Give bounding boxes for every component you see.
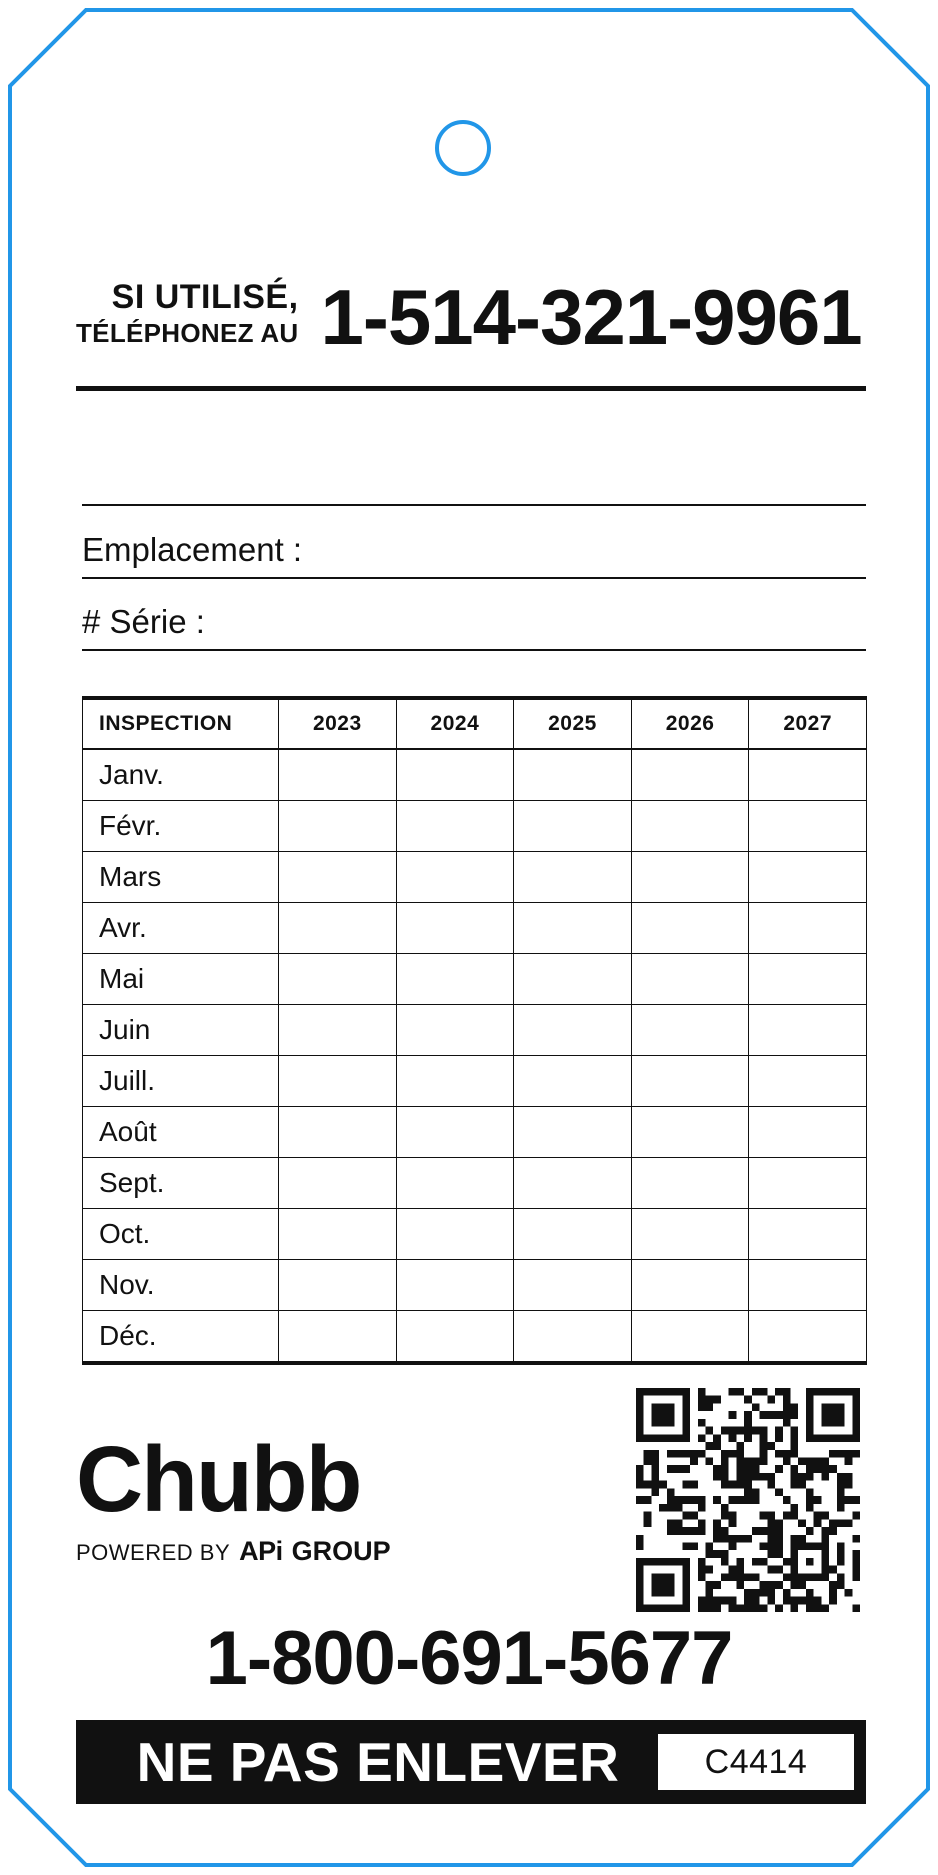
inspection-cell[interactable] <box>749 954 867 1005</box>
inspection-cell[interactable] <box>514 1260 632 1311</box>
brand-parent-line <box>76 1536 436 1567</box>
inspection-cell[interactable] <box>514 852 632 903</box>
table-row <box>83 903 867 954</box>
inspection-cell[interactable] <box>279 1056 397 1107</box>
inspection-cell[interactable] <box>514 1311 632 1364</box>
table-row <box>83 1107 867 1158</box>
inspection-cell[interactable] <box>749 852 867 903</box>
tag-code-badge: C4414 <box>658 1734 854 1790</box>
inspection-cell[interactable] <box>396 1209 514 1260</box>
inspection-cell[interactable] <box>514 749 632 801</box>
inspection-cell[interactable] <box>631 1005 749 1056</box>
inspection-cell[interactable] <box>279 1005 397 1056</box>
inspection-cell[interactable] <box>396 903 514 954</box>
inspection-cell[interactable] <box>514 1056 632 1107</box>
inspection-cell[interactable] <box>631 749 749 801</box>
inspection-cell[interactable] <box>749 1107 867 1158</box>
inspection-cell[interactable] <box>749 1209 867 1260</box>
month-label: Févr. <box>83 801 279 852</box>
inspection-cell[interactable] <box>396 1260 514 1311</box>
inspection-cell[interactable] <box>279 1260 397 1311</box>
month-label: Août <box>83 1107 279 1158</box>
inspection-cell[interactable] <box>514 1005 632 1056</box>
table-row <box>83 749 867 801</box>
inspection-cell[interactable] <box>749 749 867 801</box>
header-line-2: TÉLÉPHONEZ AU <box>76 318 299 349</box>
field-divider-bottom <box>82 649 866 651</box>
inspection-cell[interactable] <box>279 852 397 903</box>
column-header-inspection: INSPECTION <box>83 698 279 749</box>
table-row <box>83 954 867 1005</box>
qr-code-icon[interactable] <box>636 1388 860 1612</box>
column-header-2023: 2023 <box>279 698 397 749</box>
inspection-cell[interactable] <box>631 954 749 1005</box>
inspection-cell[interactable] <box>396 1158 514 1209</box>
table-row <box>83 1260 867 1311</box>
inspection-cell[interactable] <box>514 801 632 852</box>
inspection-cell[interactable] <box>749 1260 867 1311</box>
header-phone-number: 1-514-321-9961 <box>320 273 862 361</box>
inspection-cell[interactable] <box>631 1056 749 1107</box>
brand-block <box>76 1427 436 1567</box>
inspection-cell[interactable] <box>396 1005 514 1056</box>
inspection-cell[interactable] <box>749 801 867 852</box>
table-row <box>83 1311 867 1364</box>
inspection-cell[interactable] <box>631 1311 749 1364</box>
inspection-tag <box>8 8 930 1867</box>
brand-parent-prefix: APi <box>239 1536 283 1566</box>
brand-powered-by-label: POWERED BY <box>76 1540 231 1565</box>
inspection-cell[interactable] <box>749 1005 867 1056</box>
inspection-cell[interactable] <box>631 1260 749 1311</box>
header-divider <box>76 386 866 391</box>
inspection-cell[interactable] <box>279 1311 397 1364</box>
inspection-cell[interactable] <box>631 801 749 852</box>
inspection-cell[interactable] <box>279 903 397 954</box>
inspection-cell[interactable] <box>396 954 514 1005</box>
punch-hole-icon <box>435 120 491 176</box>
inspection-cell[interactable] <box>631 903 749 954</box>
month-label: Mars <box>83 852 279 903</box>
month-label: Juin <box>83 1005 279 1056</box>
inspection-cell[interactable] <box>396 852 514 903</box>
column-header-2026: 2026 <box>631 698 749 749</box>
table-row <box>83 1056 867 1107</box>
inspection-cell[interactable] <box>396 1107 514 1158</box>
inspection-cell[interactable] <box>279 1158 397 1209</box>
inspection-cell[interactable] <box>749 1311 867 1364</box>
month-label: Juill. <box>83 1056 279 1107</box>
inspection-cell[interactable] <box>396 1311 514 1364</box>
header-line-1: SI UTILISÉ, <box>111 278 299 317</box>
table-row <box>83 1209 867 1260</box>
footer-phone-number: 1-800-691-5677 <box>205 1616 733 1701</box>
inspection-cell[interactable] <box>279 1107 397 1158</box>
column-header-2024: 2024 <box>396 698 514 749</box>
column-header-2027: 2027 <box>749 698 867 749</box>
field-divider-top <box>82 504 866 506</box>
brand-parent-suffix: GROUP <box>291 1536 391 1566</box>
warning-bar <box>76 1720 866 1804</box>
month-label: Avr. <box>83 903 279 954</box>
inspection-table <box>82 696 867 1365</box>
inspection-cell[interactable] <box>279 1209 397 1260</box>
inspection-cell[interactable] <box>514 1158 632 1209</box>
inspection-cell[interactable] <box>631 852 749 903</box>
month-label: Nov. <box>83 1260 279 1311</box>
table-row <box>83 801 867 852</box>
month-label: Mai <box>83 954 279 1005</box>
month-label: Janv. <box>83 749 279 801</box>
inspection-cell[interactable] <box>749 1158 867 1209</box>
table-header-row <box>83 698 867 749</box>
location-field-label: Emplacement : <box>82 531 303 568</box>
inspection-cell[interactable] <box>631 1158 749 1209</box>
brand-name: Chubb <box>76 1427 361 1531</box>
inspection-cell[interactable] <box>514 1107 632 1158</box>
table-row <box>83 852 867 903</box>
table-row <box>83 1158 867 1209</box>
qr-code-canvas <box>636 1388 860 1612</box>
serial-field-label: # Série : <box>82 603 205 640</box>
inspection-cell[interactable] <box>749 903 867 954</box>
month-label: Sept. <box>83 1158 279 1209</box>
inspection-cell[interactable] <box>279 749 397 801</box>
inspection-cell[interactable] <box>396 801 514 852</box>
column-header-2025: 2025 <box>514 698 632 749</box>
inspection-cell[interactable] <box>279 801 397 852</box>
inspection-cell[interactable] <box>749 1056 867 1107</box>
month-label: Oct. <box>83 1209 279 1260</box>
inspection-cell[interactable] <box>279 954 397 1005</box>
inspection-cell[interactable] <box>631 1107 749 1158</box>
month-label: Déc. <box>83 1311 279 1364</box>
warning-text: NE PAS ENLEVER <box>136 1730 620 1793</box>
inspection-cell[interactable] <box>396 749 514 801</box>
inspection-cell[interactable] <box>514 1209 632 1260</box>
field-divider-mid <box>82 577 866 579</box>
inspection-cell[interactable] <box>631 1209 749 1260</box>
inspection-cell[interactable] <box>514 903 632 954</box>
inspection-cell[interactable] <box>514 954 632 1005</box>
call-if-used-header <box>76 273 866 361</box>
table-row <box>83 1005 867 1056</box>
inspection-cell[interactable] <box>396 1056 514 1107</box>
